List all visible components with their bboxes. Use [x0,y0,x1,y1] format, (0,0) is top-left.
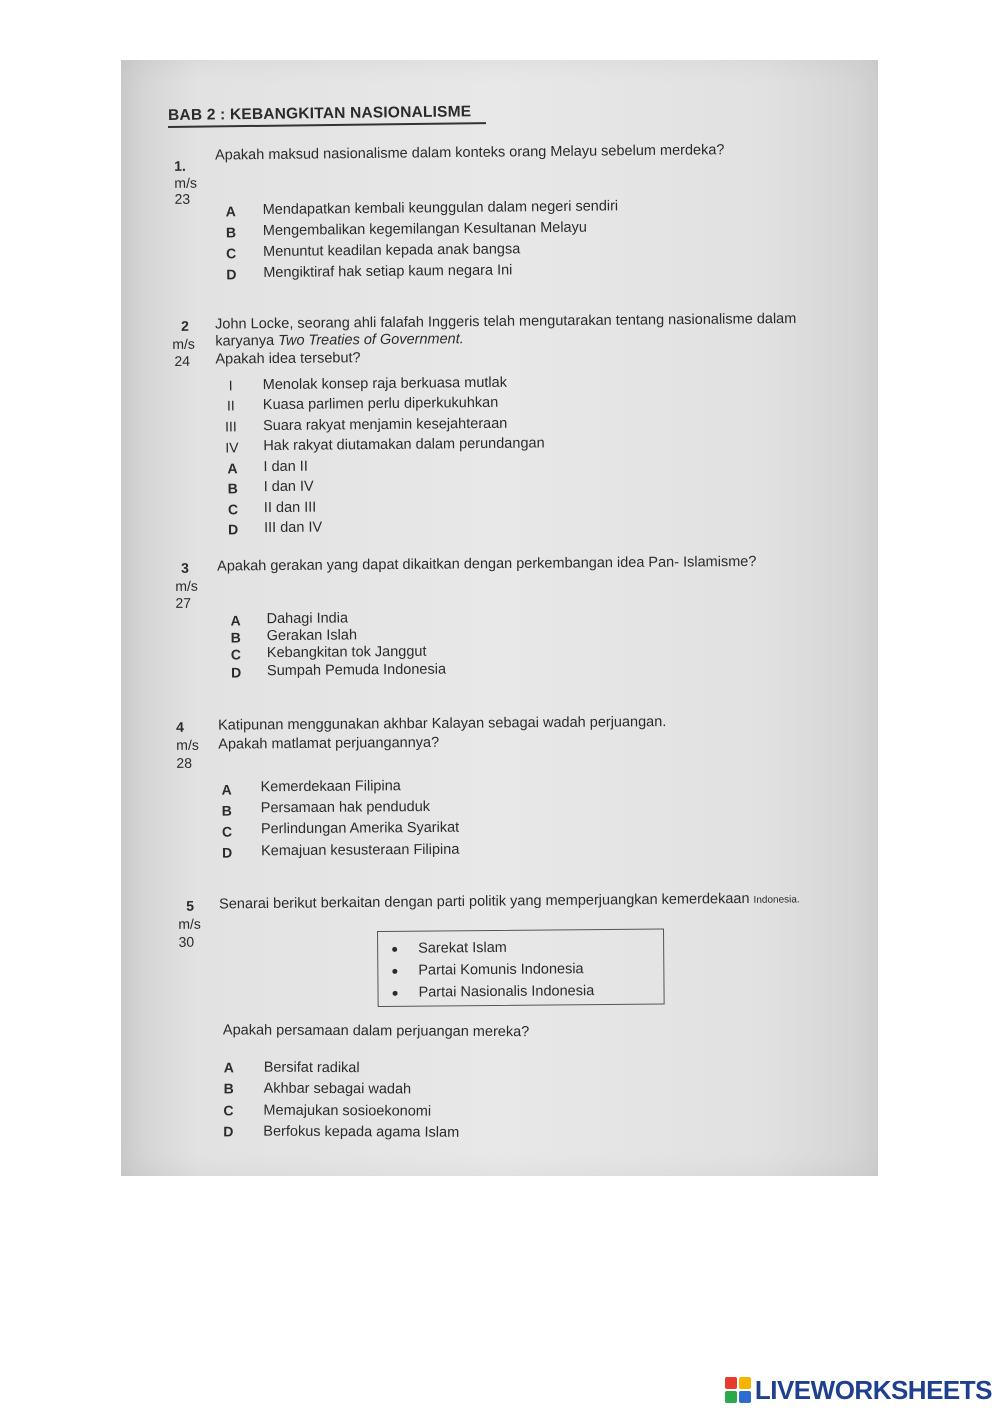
logo-square [739,1377,751,1389]
option-letter: A [230,612,241,629]
logo-square [725,1391,737,1403]
logo-square [739,1391,751,1403]
option-text[interactable]: Gerakan Islah [266,627,358,645]
page-ref-number: 27 [175,594,192,611]
question-stem-line-1: Katipunan menggunakan akhbar Kalayan sebagai wadah perjuangan. [218,714,667,734]
option-letter: A [221,781,232,798]
stem-text: karyanya [215,332,279,350]
option-letter: B [227,480,238,497]
option-letter: B [230,629,241,646]
option-letter: D [223,1123,234,1140]
liveworksheets-logo-icon [725,1377,751,1403]
statement-numeral: I [228,377,233,394]
question-stem: Apakah gerakan yang dapat dikaitkan dengan perkembangan idea Pan- Islamisme? [217,553,757,575]
question-stem: Apakah maksud nasionalisme dalam konteks orang Melayu sebelum merdeka? [214,142,725,164]
page-title: BAB 2 : KEBANGKITAN NASIONALISME [168,103,472,124]
option-letter: C [227,501,239,518]
page-ref-number: 23 [174,190,191,207]
question-stem-line-3: Apakah idea tersebut? [215,350,361,368]
option-text[interactable]: III dan IV [264,519,323,537]
bullet-icon [392,969,397,974]
question-stem-line-1: John Locke, seorang ahli falafah Inggeris telah mengutarakan tentang nasionalisme dalam [215,310,797,333]
statement-text: Hak rakyat diutamakan dalam perundangan [263,435,545,455]
list-item [418,940,507,957]
statement-numeral: II [226,397,235,414]
list-item-text: Sarekat Islam [418,939,507,957]
stem-text: Senarai berikut berkaitan dengan parti politik yang memperjuangkan kemerdekaan [219,890,750,913]
list-item [418,961,583,978]
option-letter: C [221,823,233,840]
stem-book-title: Two Treaties of Government. [278,331,464,349]
option-text[interactable]: Perlindungan Amerika Syarikat [260,819,460,838]
page-ref-label: m/s [178,915,201,932]
statement-numeral: III [225,418,237,435]
list-item-text: Partai Komunis Indonesia [418,961,584,979]
option-text[interactable]: II dan III [263,499,317,517]
option-text[interactable]: Akhbar sebagai wadah [263,1080,412,1098]
option-text[interactable]: Sumpah Pemuda Indonesia [266,661,447,680]
option-text[interactable]: Kemerdekaan Filipina [260,778,401,796]
statement-text: Kuasa parlimen perlu diperkukuhkan [262,394,499,414]
question-stem-line-2 [215,331,464,349]
page-ref-number: 24 [174,352,191,369]
statement-text: Menolak konsep raja berkuasa mutlak [262,374,507,394]
page-ref-number: 30 [178,933,195,950]
option-letter: B [221,802,232,819]
option-text[interactable]: Menuntut keadilan kepada anak bangsa [263,241,521,261]
option-text[interactable]: Bersifat radikal [263,1059,360,1077]
option-text[interactable]: Berfokus kepada agama Islam [263,1123,460,1141]
option-text[interactable]: Persamaan hak penduduk [260,798,431,817]
question-number: 2 [181,317,190,334]
statement-numeral: IV [225,439,239,456]
watermark-text: LIVEWORKSHEETS [754,1374,992,1405]
bullet-icon [392,947,397,952]
list-item [418,983,594,1001]
option-text[interactable]: Mengembalikan kegemilangan Kesultanan Melayu [262,219,587,240]
statement-text: Suara rakyat menjamin kesejahteraan [263,415,508,435]
option-letter: B [223,1080,234,1097]
question-number: 4 [176,718,184,735]
option-letter: C [223,1102,234,1119]
question-number: 5 [186,897,195,914]
option-text[interactable]: Kebangkitan tok Janggut [266,643,427,662]
party-list-box [377,928,665,1007]
option-letter: C [226,245,237,262]
logo-square [725,1377,737,1389]
option-letter: B [225,224,237,241]
option-text[interactable]: Kemajuan kesusteraan Filipina [261,841,460,860]
list-item-text: Partai Nasionalis Indonesia [418,983,595,1001]
page-ref-number: 28 [176,754,193,771]
option-text[interactable]: Mengiktiraf hak setiap kaum negara Ini [263,262,513,282]
stem-text-tail: Indonesia. [753,894,800,906]
option-letter: A [223,1059,234,1076]
option-letter: D [228,521,239,538]
question-number: 1. [174,157,186,174]
option-letter: D [222,844,233,861]
option-letter: D [230,664,242,681]
option-letter: A [225,203,236,220]
option-text[interactable]: Dahagi India [266,610,349,628]
page-ref-label: m/s [175,577,198,594]
option-letter: A [227,460,238,477]
option-text[interactable]: I dan II [263,458,308,476]
page-ref-label: m/s [176,736,199,753]
option-text[interactable]: Mendapatkan kembali keunggulan dalam negeri sendiri [262,198,619,219]
option-text[interactable]: Memajukan sosioekonomi [263,1102,432,1120]
page-ref-label: m/s [174,174,198,191]
bullet-icon [393,991,398,996]
question-number: 3 [181,559,189,576]
page-ref-label: m/s [172,335,195,352]
option-letter: C [230,646,242,663]
question-stem-followup: Apakah persamaan dalam perjuangan mereka? [222,1022,530,1041]
option-letter: D [226,266,237,283]
option-text[interactable]: I dan IV [263,478,314,496]
liveworksheets-watermark [725,1375,992,1405]
question-stem-line-2: Apakah matlamat perjuangannya? [218,734,440,753]
